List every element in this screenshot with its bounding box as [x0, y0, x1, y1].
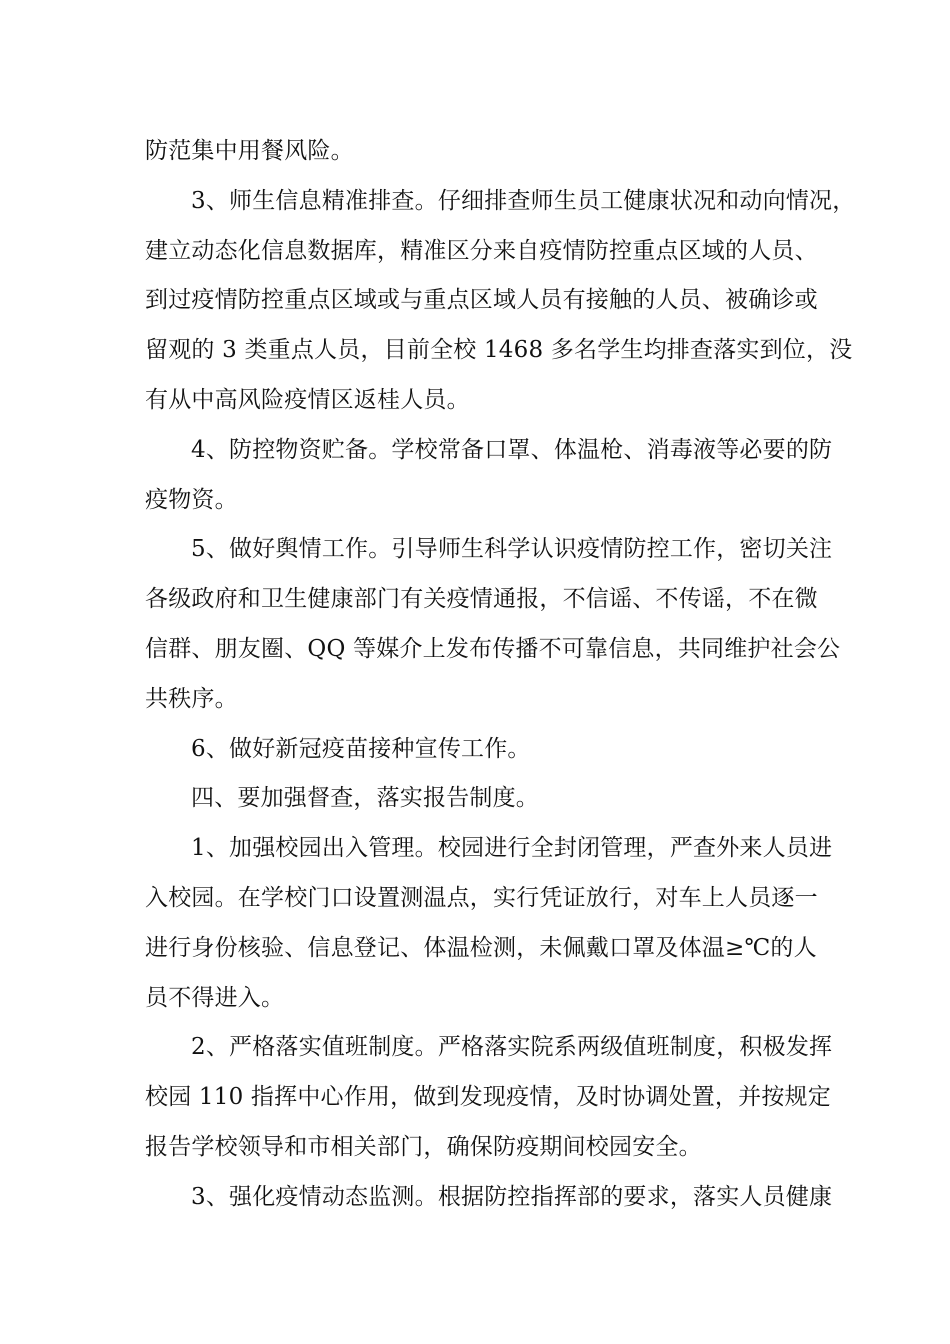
text-line: 到过疫情防控重点区域或与重点区域人员有接触的人员、被确诊或	[145, 287, 818, 314]
text-line: 4、防控物资贮备。学校常备口罩、体温枪、消毒液等必要的防	[191, 436, 833, 463]
text-line: 疫物资。	[145, 486, 238, 513]
text-line: 留观的 3 类重点人员，目前全校 1468 多名学生均排查落实到位，没	[145, 337, 853, 364]
paragraph-item-4-supplies	[145, 426, 833, 526]
section-heading-text: 四、要加强督查，落实报告制度。	[191, 785, 539, 812]
text-line: 共秩序。	[145, 685, 238, 712]
text-line: 员不得进入。	[145, 984, 285, 1011]
text-line: 入校园。在学校门口设置测温点，实行凭证放行，对车上人员逐一	[145, 884, 818, 911]
paragraph-continuation	[145, 127, 810, 177]
text-line: 3、强化疫情动态监测。根据防控指挥部的要求，落实人员健康	[191, 1183, 833, 1210]
text-line: 3、师生信息精准排查。仔细排查师生员工健康状况和动向情况，	[191, 187, 856, 214]
text-line: 各级政府和卫生健康部门有关疫情通报，不信谣、不传谣，不在微	[145, 586, 818, 613]
section-heading-4	[145, 774, 810, 824]
text-line: 校园 110 指挥中心作用，做到发现疫情，及时协调处置，并按规定	[145, 1084, 831, 1111]
text-line: 5、做好舆情工作。引导师生科学认识疫情防控工作，密切关注	[191, 536, 833, 563]
text-line: 6、做好新冠疫苗接种宣传工作。	[191, 735, 531, 762]
paragraph-item-1-campus-access	[145, 824, 833, 1023]
paragraph-item-3-info-screening	[145, 177, 856, 426]
text-line: 1、加强校园出入管理。校园进行全封闭管理，严查外来人员进	[191, 835, 833, 862]
text-line: 建立动态化信息数据库，精准区分来自疫情防控重点区域的人员、	[145, 237, 818, 264]
text-line: 信群、朋友圈、QQ 等媒介上发布传播不可靠信息，共同维护社会公	[145, 635, 841, 662]
paragraph-item-3-monitoring	[145, 1173, 833, 1223]
text-line: 防范集中用餐风险。	[145, 138, 354, 164]
text-line: 进行身份核验、信息登记、体温检测，未佩戴口罩及体温≥℃的人	[145, 934, 817, 961]
text-line: 报告学校领导和市相关部门，确保防疫期间校园安全。	[145, 1133, 702, 1160]
paragraph-item-5-public-opinion	[145, 525, 841, 724]
paragraph-item-2-duty-system	[145, 1023, 833, 1172]
text-line: 有从中高风险疫情区返桂人员。	[145, 386, 470, 413]
text-line: 2、严格落实值班制度。严格落实院系两级值班制度，积极发挥	[191, 1034, 833, 1061]
paragraph-item-6-vaccine	[145, 725, 810, 775]
document-body	[145, 127, 856, 1223]
